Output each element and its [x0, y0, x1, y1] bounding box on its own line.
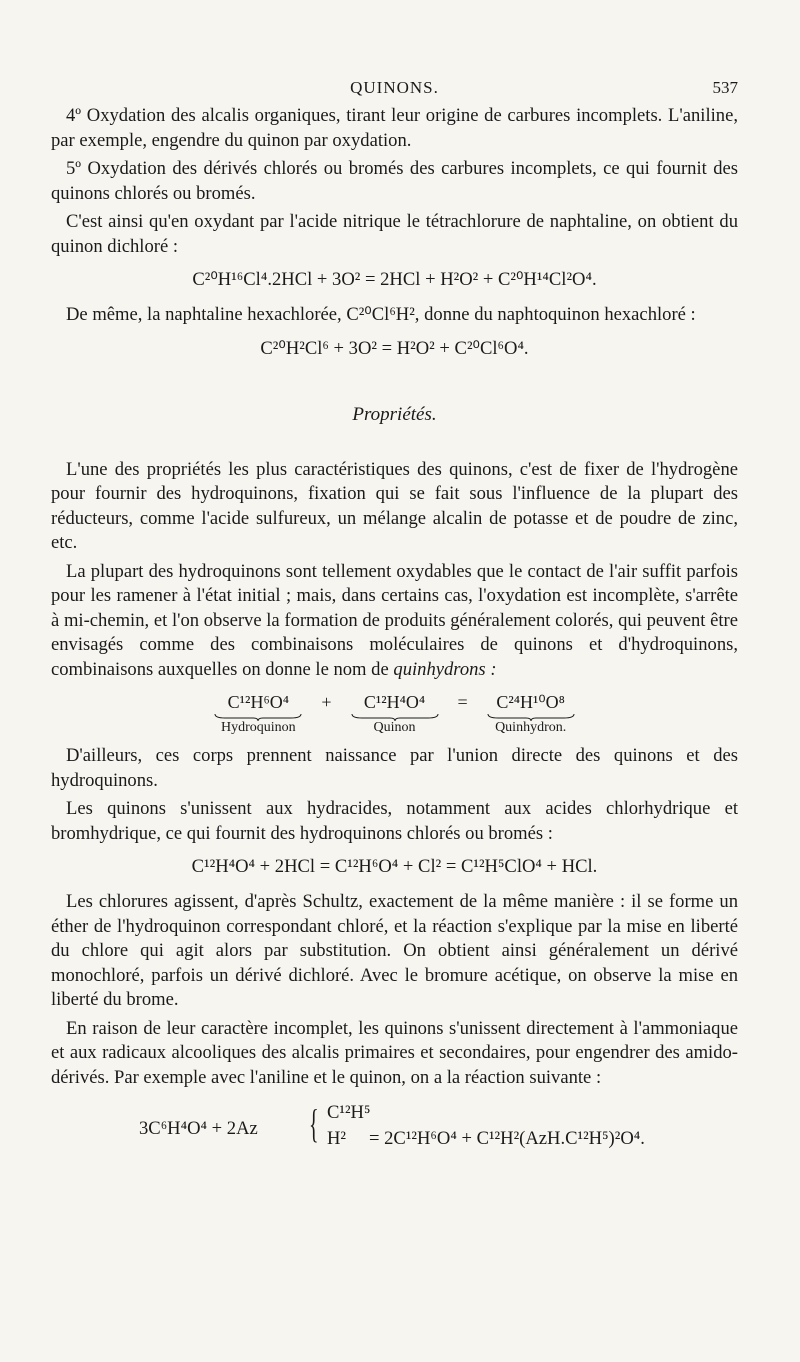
equation-quinon-dichlore: C²⁰H¹⁶Cl⁴.2HCl + 3O² = 2HCl + H²O² + C²⁰H¹⁴Cl²O⁴. — [192, 269, 597, 290]
term-hydroquinon — [213, 692, 303, 736]
paragraph-union-directe: D'ailleurs, ces corps prennent naissance par l'union directe des quinons et des hydroquinons. — [51, 745, 738, 791]
section-title-proprietes: Propriétés. — [352, 403, 437, 425]
page-header — [51, 78, 738, 104]
equation-quinhydron — [51, 692, 738, 736]
curly-brace-icon: { — [309, 1101, 319, 1146]
paragraph-hydroquinons-oxydables — [51, 560, 738, 683]
paragraph-hydroquinons-text: La plupart des hydroquinons sont tellement oxydables que le contact de l'air suffit parfois pour les ramener à l'état initial ; mais, dans certains cas, l'oxydation est incomplète, s'arrête à mi-chemin, et l'on observe la formation de produits généralement colorés, qui peuvent être envisagés comme des combinaisons moléculaires de quinons et d'hydroquinons, combinaisons auxquelles on donne le nom de — [51, 560, 738, 680]
paragraph-5-oxydation-derives: 5º Oxydation des dérivés chlorés ou bromés des carbures incomplets, ce qui fournit des quinons chlorés ou bromés. — [51, 158, 738, 204]
paragraph-naphtaline-hexachloree: De même, la naphtaline hexachlorée, C²⁰Cl⁶H², donne du naphtoquinon hexachloré : — [66, 304, 696, 325]
formula-quinon: C¹²H⁴O⁴ — [363, 692, 426, 712]
equation-hydroquinon-chlore: C¹²H⁴O⁴ + 2HCl = C¹²H⁶O⁴ + Cl² = C¹²H⁵ClO⁴ + HCl. — [191, 856, 598, 877]
paragraph-4-oxydation-alcalis: 4º Oxydation des alcalis organiques, tirant leur origine de carbures incomplets. L'aniline, par exemple, engendre du quinon par oxydation. — [51, 105, 738, 151]
eq5-left: 3C⁶H⁴O⁴ + 2Az — [139, 1118, 258, 1139]
term-quinhydron — [486, 692, 576, 736]
eq5-bottom: H² — [327, 1128, 347, 1149]
eq5-right: = 2C¹²H⁶O⁴ + C¹²H²(AzH.C¹²H⁵)²O⁴. — [369, 1128, 645, 1149]
equation-aniline-quinon — [51, 1100, 738, 1162]
term-quinhydrons: quinhydrons : — [393, 658, 497, 680]
plus-sign: + — [321, 692, 332, 712]
label-hydroquinon: Hydroquinon — [221, 720, 296, 735]
paragraph-ammoniaque: En raison de leur caractère incomplet, les quinons s'unissent directement à l'ammoniaque et aux radicaux alcooliques des alcalis primaires et secondaires, pour engendrer des amido-dérivés. Par exemple avec l'aniline et le quinon, on a la réaction suivante : — [51, 1017, 738, 1088]
equation-naphtoquinon: C²⁰H²Cl⁶ + 3O² = H²O² + C²⁰Cl⁶O⁴. — [260, 337, 529, 359]
label-quinhydron: Quinhydron. — [495, 720, 567, 735]
formula-hydroquinon: C¹²H⁶O⁴ — [227, 692, 290, 712]
equals-sign: = — [457, 692, 468, 712]
paragraph-hydracides: Les quinons s'unissent aux hydracides, notamment aux acides chlorhydrique et bromhydrique, ce qui fournit des hydroquinons chlorés ou bromés : — [51, 798, 738, 844]
label-quinon: Quinon — [373, 720, 416, 735]
eq5-top: C¹²H⁵ — [327, 1102, 371, 1123]
running-title: QUINONS. — [350, 78, 439, 97]
paragraph-tetrachlorure: C'est ainsi qu'en oxydant par l'acide nitrique le tétrachlorure de naphtaline, on obtient du quinon dichloré : — [51, 211, 738, 257]
paragraph-chlorures-schultz: Les chlorures agissent, d'après Schultz, exactement de la même manière : il se forme un éther de l'hydroquinon correspondant chloré, et la réaction s'explique par la mise en liberté du chlore qui agit alors par substitution. On obtient ainsi généralement un dérivé monochloré, parfois un dérivé dichloré. Avec le bromure acétique, on observe la mise en liberté du brome. — [51, 891, 738, 1010]
formula-quinhydron: C²⁴H¹⁰O⁸ — [496, 692, 565, 712]
paragraph-hydrogene: L'une des propriétés les plus caractéristiques des quinons, c'est de fixer de l'hydrogène pour fournir des hydroquinons, fixation qui se fait sous l'influence de la plupart des réducteurs, comme l'acide sulfureux, un mélange alcalin de potasse et de poudre de zinc, etc. — [51, 458, 738, 553]
page-number: 537 — [712, 78, 738, 97]
term-quinon — [350, 692, 440, 736]
